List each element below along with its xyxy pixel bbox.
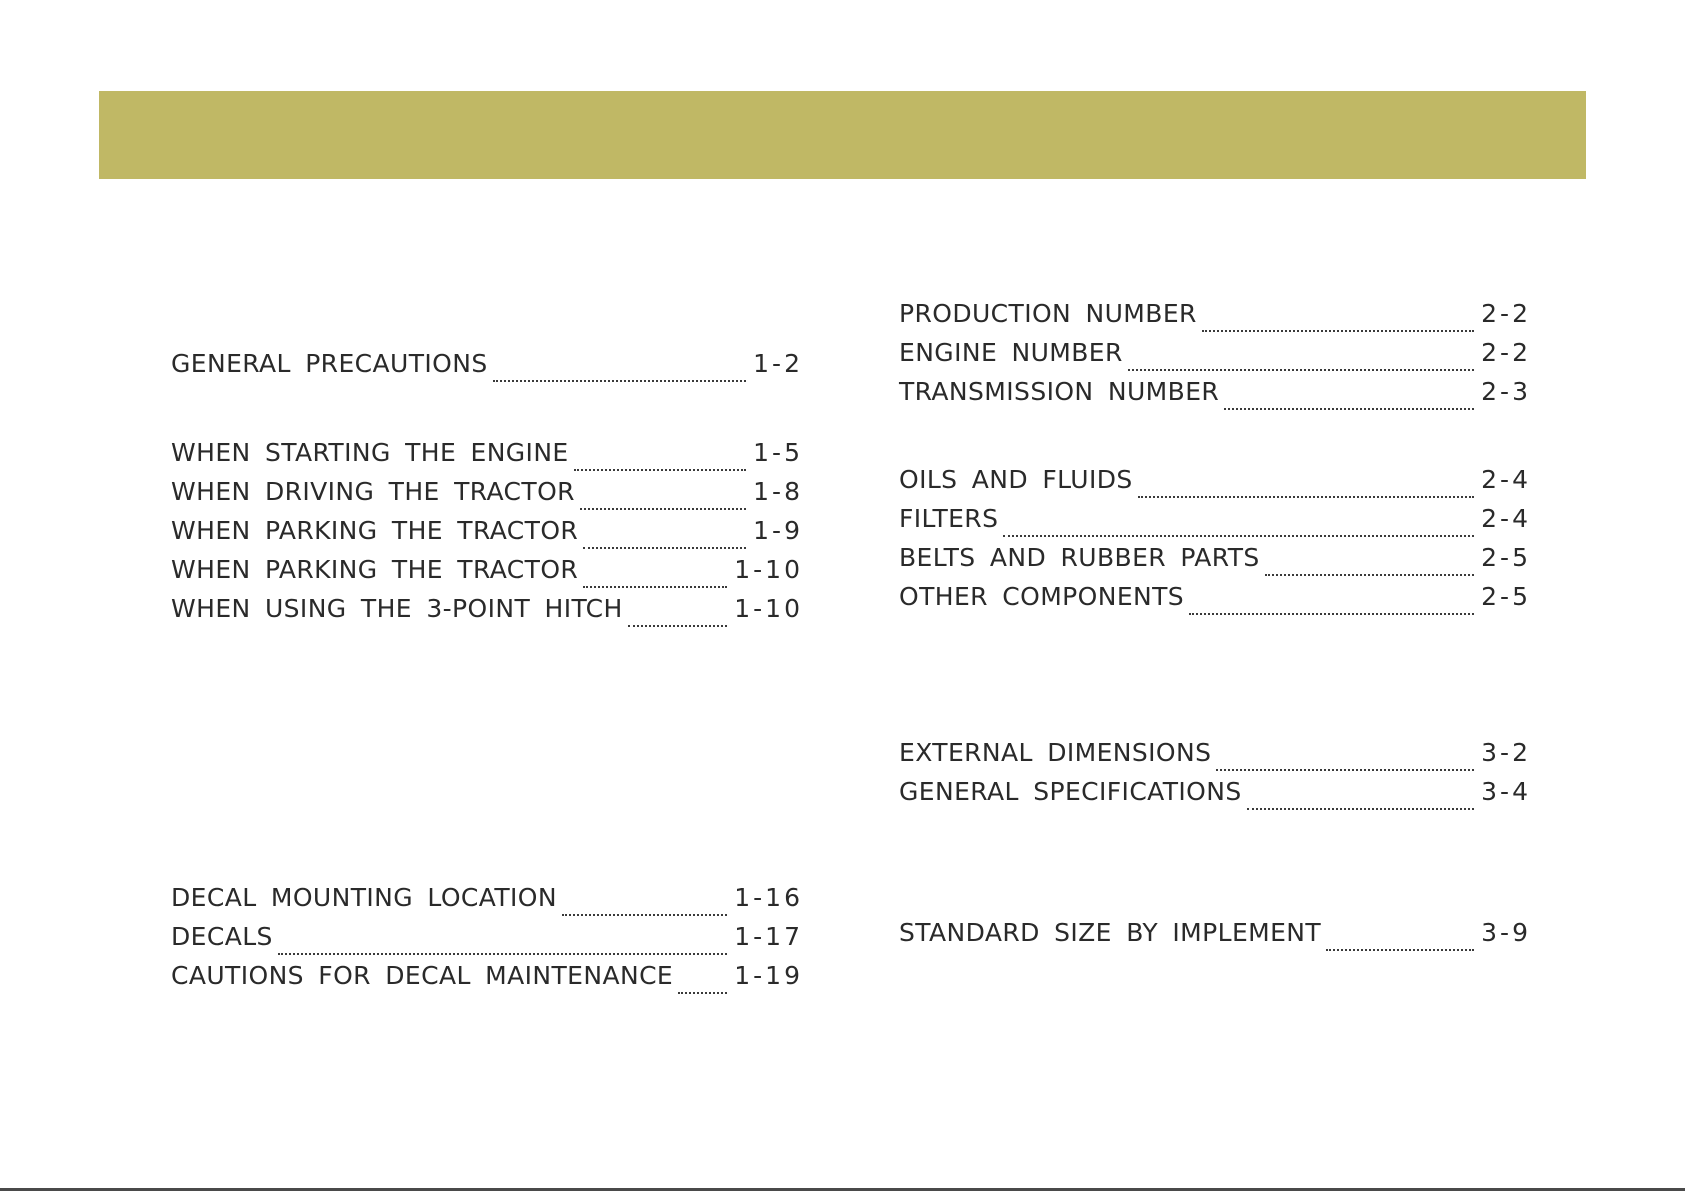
toc-entry-page: 1-2 xyxy=(753,349,803,378)
toc-dot-leader xyxy=(1003,535,1474,537)
toc-dot-leader xyxy=(1202,330,1474,332)
toc-entry-page: 1-19 xyxy=(734,961,803,990)
toc-entry-title: GENERAL SPECIFICATIONS xyxy=(899,777,1242,806)
toc-dot-leader xyxy=(1189,613,1474,615)
toc-entry[interactable] xyxy=(171,516,803,555)
toc-dot-leader xyxy=(1326,949,1474,951)
toc-dot-leader xyxy=(580,508,746,510)
toc-dot-leader xyxy=(583,586,727,588)
toc-entry[interactable] xyxy=(899,299,1531,338)
toc-entry-page: 2-5 xyxy=(1481,582,1531,611)
toc-section-left-1 xyxy=(171,349,803,388)
toc-entry[interactable] xyxy=(899,504,1531,543)
toc-entry[interactable] xyxy=(171,883,803,922)
toc-entry-title: GENERAL PRECAUTIONS xyxy=(171,349,488,378)
toc-dot-leader xyxy=(1247,808,1475,810)
toc-section-right-3 xyxy=(899,738,1531,816)
toc-entry[interactable] xyxy=(171,961,803,1000)
toc-section-left-3 xyxy=(171,883,803,1000)
toc-entry-page: 3-4 xyxy=(1481,777,1531,806)
toc-entry-title: WHEN USING THE 3-POINT HITCH xyxy=(171,594,623,623)
toc-entry-page: 2-4 xyxy=(1481,465,1531,494)
toc-entry-title: WHEN PARKING THE TRACTOR xyxy=(171,516,579,545)
toc-dot-leader xyxy=(1128,369,1474,371)
toc-section-left-2 xyxy=(171,438,803,633)
toc-entry-title: OTHER COMPONENTS xyxy=(899,582,1185,611)
toc-section-right-1 xyxy=(899,299,1531,416)
toc-entry[interactable] xyxy=(899,777,1531,816)
toc-entry-title: WHEN STARTING THE ENGINE xyxy=(171,438,569,467)
toc-entry-page: 3-9 xyxy=(1481,918,1531,947)
toc-entry[interactable] xyxy=(171,922,803,961)
toc-entry-page: 1-10 xyxy=(734,594,803,623)
toc-entry-page: 3-2 xyxy=(1481,738,1531,767)
toc-entry[interactable] xyxy=(171,555,803,594)
toc-entry[interactable] xyxy=(171,438,803,477)
toc-entry[interactable] xyxy=(899,543,1531,582)
toc-entry[interactable] xyxy=(899,338,1531,377)
toc-dot-leader xyxy=(574,469,747,471)
toc-entry-title: BELTS AND RUBBER PARTS xyxy=(899,543,1260,572)
toc-entry-page: 1-8 xyxy=(753,477,803,506)
toc-entry[interactable] xyxy=(899,465,1531,504)
toc-dot-leader xyxy=(678,992,727,994)
toc-entry-page: 2-2 xyxy=(1481,338,1531,367)
toc-entry-title: WHEN PARKING THE TRACTOR xyxy=(171,555,579,584)
toc-entry-title: PRODUCTION NUMBER xyxy=(899,299,1197,328)
toc-section-right-2 xyxy=(899,465,1531,621)
toc-entry[interactable] xyxy=(171,594,803,633)
toc-entry-title: TRANSMISSION NUMBER xyxy=(899,377,1220,406)
toc-entry-title: ENGINE NUMBER xyxy=(899,338,1123,367)
header-band xyxy=(99,91,1586,179)
toc-entry[interactable] xyxy=(899,738,1531,777)
toc-dot-leader xyxy=(562,914,727,916)
toc-entry-page: 1-16 xyxy=(734,883,803,912)
toc-dot-leader xyxy=(1138,496,1475,498)
toc-entry[interactable] xyxy=(899,918,1531,957)
toc-entry-title: FILTERS xyxy=(899,504,999,533)
toc-dot-leader xyxy=(1216,769,1474,771)
toc-entry-page: 2-2 xyxy=(1481,299,1531,328)
toc-entry-page: 2-4 xyxy=(1481,504,1531,533)
toc-entry-title: CAUTIONS FOR DECAL MAINTENANCE xyxy=(171,961,674,990)
toc-entry-title: OILS AND FLUIDS xyxy=(899,465,1133,494)
toc-entry-page: 2-3 xyxy=(1481,377,1531,406)
toc-entry[interactable] xyxy=(171,349,803,388)
toc-entry-title: WHEN DRIVING THE TRACTOR xyxy=(171,477,575,506)
toc-entry[interactable] xyxy=(171,477,803,516)
toc-entry-page: 1-5 xyxy=(753,438,803,467)
toc-entry-page: 1-9 xyxy=(753,516,803,545)
toc-section-right-4 xyxy=(899,918,1531,957)
toc-entry[interactable] xyxy=(899,377,1531,416)
toc-entry-page: 1-10 xyxy=(734,555,803,584)
toc-entry-title: DECALS xyxy=(171,922,273,951)
toc-entry-title: EXTERNAL DIMENSIONS xyxy=(899,738,1212,767)
toc-entry-title: STANDARD SIZE BY IMPLEMENT xyxy=(899,918,1322,947)
toc-entry-page: 2-5 xyxy=(1481,543,1531,572)
toc-dot-leader xyxy=(1224,408,1474,410)
toc-dot-leader xyxy=(1265,574,1474,576)
toc-dot-leader xyxy=(583,547,746,549)
toc-entry-title: DECAL MOUNTING LOCATION xyxy=(171,883,557,912)
toc-entry-page: 1-17 xyxy=(734,922,803,951)
toc-dot-leader xyxy=(493,380,747,382)
toc-entry[interactable] xyxy=(899,582,1531,621)
toc-dot-leader xyxy=(278,953,727,955)
toc-dot-leader xyxy=(628,625,728,627)
